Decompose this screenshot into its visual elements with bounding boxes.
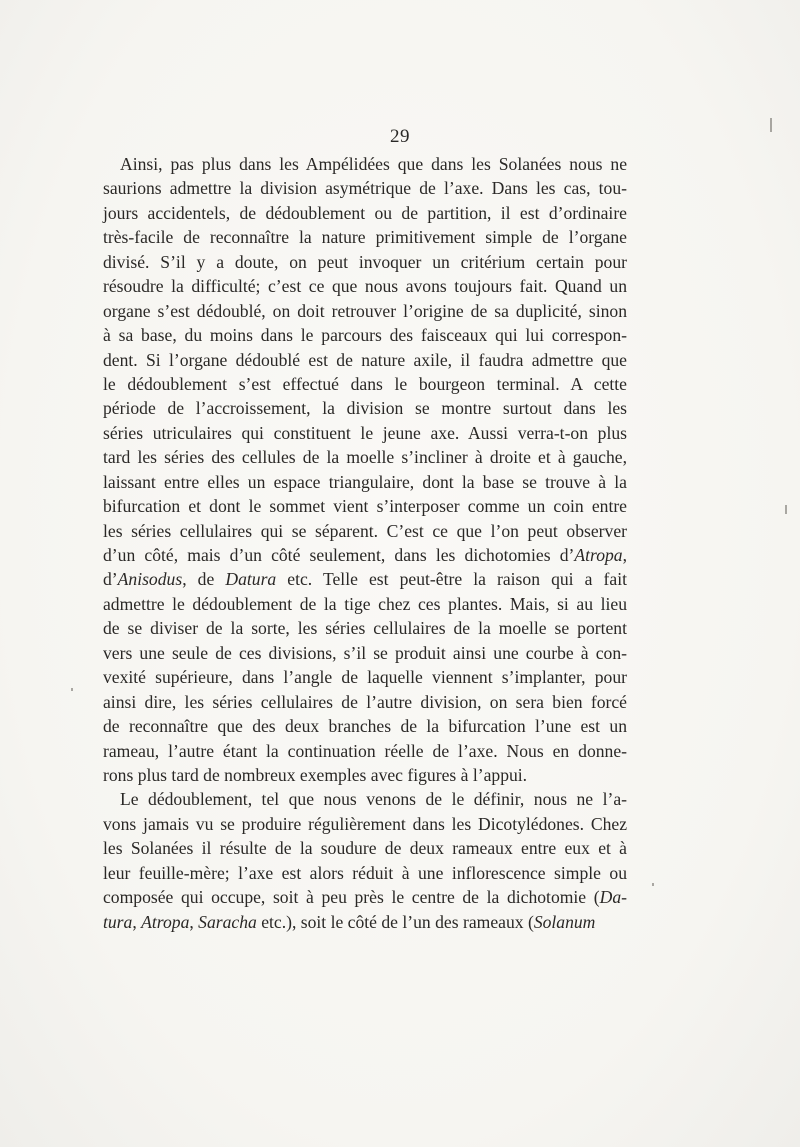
text-segment: ainsi dire, les séries cellulaires de l’autre division, on sera bien forcé: [103, 691, 627, 712]
text-segment: vons jamais vu se produire régulièrement dans les Dicotylédones. Chez: [103, 813, 627, 834]
text-line: [103, 885, 627, 909]
text-line: [103, 470, 627, 494]
text-line: [103, 396, 627, 420]
italic-segment: tura: [103, 911, 133, 932]
text-segment: Le dédoublement, tel que nous venons de le définir, nous ne l’a-: [120, 789, 627, 810]
text-segment: etc.), soit le côté de l’un des rameaux (: [256, 911, 534, 932]
scan-speck: [71, 688, 73, 691]
text-segment: composée qui occupe, soit à peu près le centre de la dichotomie (: [103, 887, 600, 908]
text-line: [103, 250, 627, 274]
italic-segment: Saracha: [198, 911, 257, 932]
text-segment: ,: [622, 545, 627, 565]
text-line: [103, 543, 627, 567]
text-line: [103, 739, 627, 763]
scan-speck: [652, 883, 654, 886]
text-segment: d’un côté, mais d’un côté seulement, dans les dichotomies d’: [103, 545, 575, 565]
text-line: [103, 201, 627, 225]
text-line: [103, 445, 627, 469]
body-text: [103, 152, 627, 934]
text-segment: organe s’est dédoublé, on doit retrouver l’origine de sa duplicité, sinon: [103, 300, 627, 321]
text-segment: ,: [132, 911, 142, 932]
text-line: [103, 910, 627, 934]
text-line: [103, 616, 627, 640]
page-number: 29: [390, 126, 410, 147]
text-segment: vers une seule de ces divisions, s’il se produit ainsi une courbe à con-: [103, 642, 627, 663]
text-segment: admettre le dédoublement de la tige chez ces plantes. Mais, si au lieu: [103, 593, 627, 614]
text-segment: rameau, l’autre étant la continuation réelle de l’axe. Nous en donne-: [103, 740, 627, 761]
text-segment: les Solanées il résulte de la soudure de deux rameaux entre eux et à: [103, 838, 627, 859]
text-line: [103, 323, 627, 347]
text-segment: ,: [189, 911, 199, 932]
text-line: [103, 641, 627, 665]
text-segment: rons plus tard de nombreux exemples avec figures à l’appui.: [103, 764, 528, 785]
text-segment: très-facile de reconnaître la nature primitivement simple de l’organe: [103, 227, 627, 248]
text-segment: bifurcation et dont le sommet vient s’interposer comme un coin entre: [103, 496, 627, 517]
text-line: [103, 152, 627, 176]
text-segment: de se diviser de la sorte, les séries cellulaires de la moelle se portent: [103, 618, 627, 639]
text-segment: résoudre la difficulté; c’est ce que nous avons toujours fait. Quand un: [103, 276, 627, 297]
scan-speck: [785, 505, 787, 514]
text-segment: de reconnaître que des deux branches de la bifurcation l’une est un: [103, 716, 627, 737]
text-segment: jours accidentels, de dédoublement ou de partition, il est d’ordinaire: [103, 202, 627, 223]
text-line: [103, 225, 627, 249]
text-line: [103, 665, 627, 689]
text-segment: leur feuille-mère; l’axe est alors réduit à une inflorescence simple ou: [103, 862, 627, 883]
italic-segment: Atropa: [141, 911, 190, 932]
text-line: [103, 348, 627, 372]
text-line: [103, 861, 627, 885]
text-segment: etc. Telle est peut-être la raison qui a fait: [276, 569, 627, 590]
text-segment: les séries cellulaires qui se séparent. C’est ce que l’on peut observer: [103, 520, 627, 541]
text-line: [103, 176, 627, 200]
text-segment: dent. Si l’organe dédoublé est de nature axile, il faudra admettre que: [103, 349, 627, 370]
text-segment: laissant entre elles un espace triangulaire, dont la base se trouve à la: [103, 471, 627, 492]
italic-segment: Anisodus: [117, 569, 183, 590]
text-segment: période de l’accroissement, la division se montre surtout dans les: [103, 398, 627, 419]
text-line: [103, 812, 627, 836]
text-line: [103, 690, 627, 714]
italic-segment: Solanum: [533, 911, 596, 932]
text-segment: Ainsi, pas plus dans les Ampélidées que dans les Solanées nous ne: [120, 154, 627, 174]
text-line: [103, 787, 627, 811]
italic-segment: Datura: [225, 569, 277, 590]
italic-segment: Da-: [599, 887, 627, 908]
text-segment: à sa base, du moins dans le parcours des faisceaux qui lui correspon-: [103, 325, 627, 346]
text-line: [103, 836, 627, 860]
text-segment: séries utriculaires qui constituent le jeune axe. Aussi verra-t-on plus: [103, 422, 627, 443]
text-line: [103, 274, 627, 298]
text-line: [103, 494, 627, 518]
text-segment: d’: [103, 569, 118, 590]
text-segment: , de: [182, 569, 226, 590]
text-line: [103, 567, 627, 591]
text-line: [103, 763, 627, 787]
text-line: [103, 372, 627, 396]
text-segment: tard les séries des cellules de la moelle s’incliner à droite et à gauche,: [103, 447, 627, 468]
text-line: [103, 421, 627, 445]
text-line: [103, 299, 627, 323]
text-line: [103, 592, 627, 616]
text-segment: divisé. S’il y a doute, on peut invoquer un critérium certain pour: [103, 251, 627, 272]
text-segment: le dédoublement s’est effectué dans le bourgeon terminal. A cette: [103, 373, 627, 394]
text-line: [103, 714, 627, 738]
text-line: [103, 519, 627, 543]
italic-segment: Atropa: [574, 545, 623, 565]
text-segment: saurions admettre la division asymétrique de l’axe. Dans les cas, tou-: [103, 178, 627, 199]
text-segment: vexité supérieure, dans l’angle de laquelle viennent s’implanter, pour: [103, 667, 627, 688]
